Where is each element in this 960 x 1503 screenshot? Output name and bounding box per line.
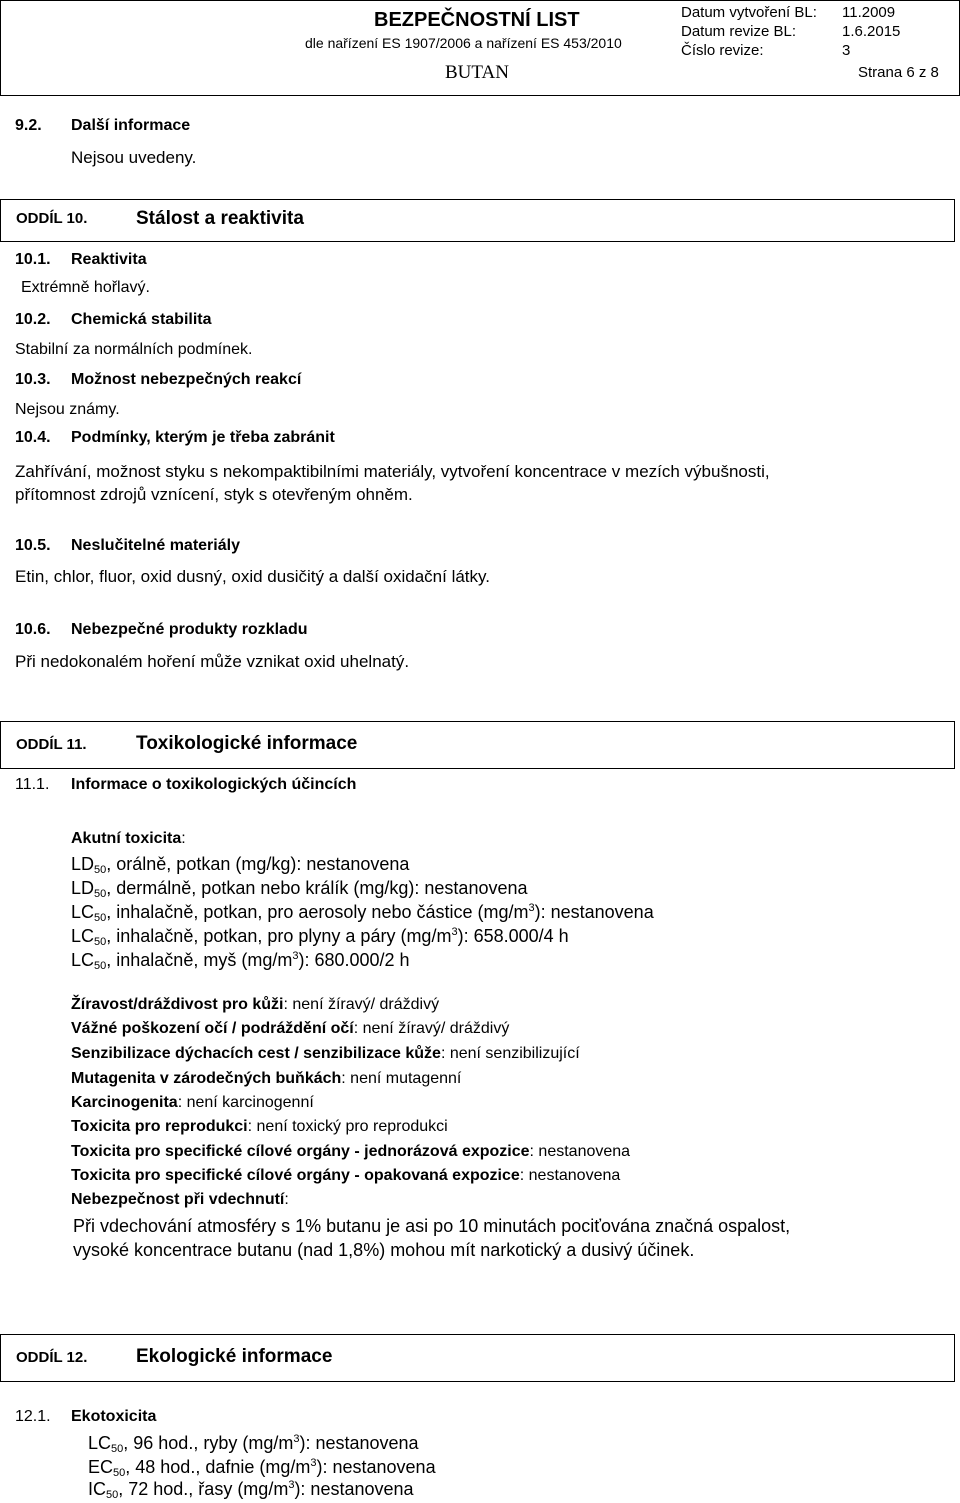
revision-number-label: Číslo revize: — [681, 42, 764, 59]
acute-toxicity-row: $LC_{50}$, inhalačně, potkan, pro plyny a páry $(mg/m^3)$: 658.000/4 h — [71, 926, 569, 948]
section-title: Stálost a reaktivita — [136, 208, 304, 229]
subsection-number: 12.1. — [15, 1408, 51, 1425]
section-12-bar — [0, 1334, 955, 1382]
subsection-number: 10.6. — [15, 621, 51, 638]
subsection-text-line-2: přítomnost zdrojů vznícení, styk s otevřeným ohněm. — [15, 485, 413, 504]
hazard-row: Žíravost/dráždivost pro kůži: není žíravý/ dráždivý — [71, 996, 440, 1013]
subsection-number: 10.4. — [15, 429, 51, 446]
subsection-number: 10.3. — [15, 371, 51, 388]
section-number: ODDÍL 10. — [16, 210, 88, 227]
subsection-text-line-1: Zahřívání, možnost styku s nekompaktibilními materiály, vytvoření koncentrace v mezích výbušnosti, — [15, 462, 770, 481]
subsection-title: Možnost nebezpečných reakcí — [71, 371, 302, 388]
regulation-reference: dle nařízení ES 1907/2006 a nařízení ES 453/2010 — [305, 35, 622, 51]
acute-toxicity-heading: Akutní toxicita: — [71, 830, 186, 847]
subsection-text: Stabilní za normálních podmínek. — [15, 341, 253, 358]
hazard-row: Toxicita pro specifické cílové orgány - jednorázová expozice: nestanovena — [71, 1143, 631, 1160]
created-date-value: 11.2009 — [842, 4, 896, 21]
subsection-number: 9.2. — [15, 117, 42, 134]
created-date-label: Datum vytvoření BL: — [681, 4, 817, 21]
hazard-row: Karcinogenita: není karcinogenní — [71, 1094, 314, 1111]
section-title: Toxikologické informace — [136, 733, 358, 754]
hazard-row: Nebezpečnost při vdechnutí: — [71, 1191, 289, 1208]
page-number: Strana 6 z 8 — [858, 64, 939, 81]
hazard-row: Vážné poškození očí / podráždění očí: není žíravý/ dráždivý — [71, 1020, 510, 1037]
subsection-number: 11.1. — [15, 776, 50, 793]
subsection-text: Nejsou uvedeny. — [71, 148, 197, 167]
document-title: BEZPEČNOSTNÍ LIST — [374, 9, 580, 31]
subsection-number: 10.5. — [15, 537, 51, 554]
hazard-row: Toxicita pro specifické cílové orgány - opakovaná expozice: nestanovena — [71, 1167, 621, 1184]
hazard-row: Senzibilizace dýchacích cest / senzibilizace kůže: není senzibilizující — [71, 1045, 580, 1062]
subsection-text: Nejsou známy. — [15, 401, 120, 418]
acute-toxicity-row: $LC_{50}$, inhalačně, potkan, pro aerosoly nebo částice $(mg/m^3)$: nestanovena — [71, 902, 654, 924]
subsection-title: Informace o toxikologických účincích — [71, 776, 357, 793]
ecotoxicity-row: $EC_{50}$, 48 hod., dafnie $(mg/m^3)$: nestanovena — [88, 1457, 436, 1479]
revision-date-label: Datum revize BL: — [681, 23, 797, 40]
ecotoxicity-row: $LC_{50}$, 96 hod., ryby $(mg/m^3)$: nestanovena — [88, 1433, 419, 1455]
subsection-title: Reaktivita — [71, 251, 147, 268]
subsection-number: 10.2. — [15, 311, 51, 328]
ecotoxicity-row: $IC_{50}$, 72 hod., řasy $(mg/m^3)$: nestanovena — [88, 1479, 414, 1501]
section-title: Ekologické informace — [136, 1346, 333, 1367]
subsection-text: Extrémně hořlavý. — [21, 279, 150, 296]
subsection-text: Etin, chlor, fluor, oxid dusný, oxid dusičitý a další oxidační látky. — [15, 567, 490, 586]
section-number: ODDÍL 11. — [16, 736, 87, 753]
acute-toxicity-row: $LD_{50}$, dermálně, potkan nebo králík (mg/kg): nestanovena — [71, 878, 528, 900]
subsection-text: Při nedokonalém hoření může vznikat oxid uhelnatý. — [15, 652, 410, 671]
subsection-title: Neslučitelné materiály — [71, 537, 240, 554]
subsection-number: 10.1. — [15, 251, 51, 268]
product-name: BUTAN — [445, 62, 509, 83]
aspiration-text-line-1: Při vdechování atmosféry s 1% butanu je asi po 10 minutách pociťována značná ospalost, — [73, 1216, 791, 1236]
revision-number-value: 3 — [842, 42, 851, 59]
hazard-row: Mutagenita v zárodečných buňkách: není mutagenní — [71, 1070, 462, 1087]
section-11-bar — [0, 721, 955, 769]
acute-toxicity-row: $LC_{50}$, inhalačně, myš $(mg/m^3)$: 680.000/2 h — [71, 950, 410, 972]
subsection-title: Nebezpečné produkty rozkladu — [71, 621, 308, 638]
acute-toxicity-row: $LD_{50}$, orálně, potkan (mg/kg): nestanovena — [71, 854, 410, 876]
section-10-bar — [0, 199, 955, 242]
hazard-row: Toxicita pro reprodukci: není toxický pro reprodukci — [71, 1118, 448, 1135]
subsection-title: Podmínky, kterým je třeba zabránit — [71, 429, 335, 446]
subsection-title: Další informace — [71, 117, 191, 134]
revision-date-value: 1.6.2015 — [842, 23, 901, 40]
section-number: ODDÍL 12. — [16, 1349, 88, 1366]
subsection-title: Chemická stabilita — [71, 311, 212, 328]
aspiration-text-line-2: vysoké koncentrace butanu (nad 1,8%) mohou mít narkotický a dusivý účinek. — [73, 1240, 695, 1260]
subsection-title: Ekotoxicita — [71, 1408, 157, 1425]
